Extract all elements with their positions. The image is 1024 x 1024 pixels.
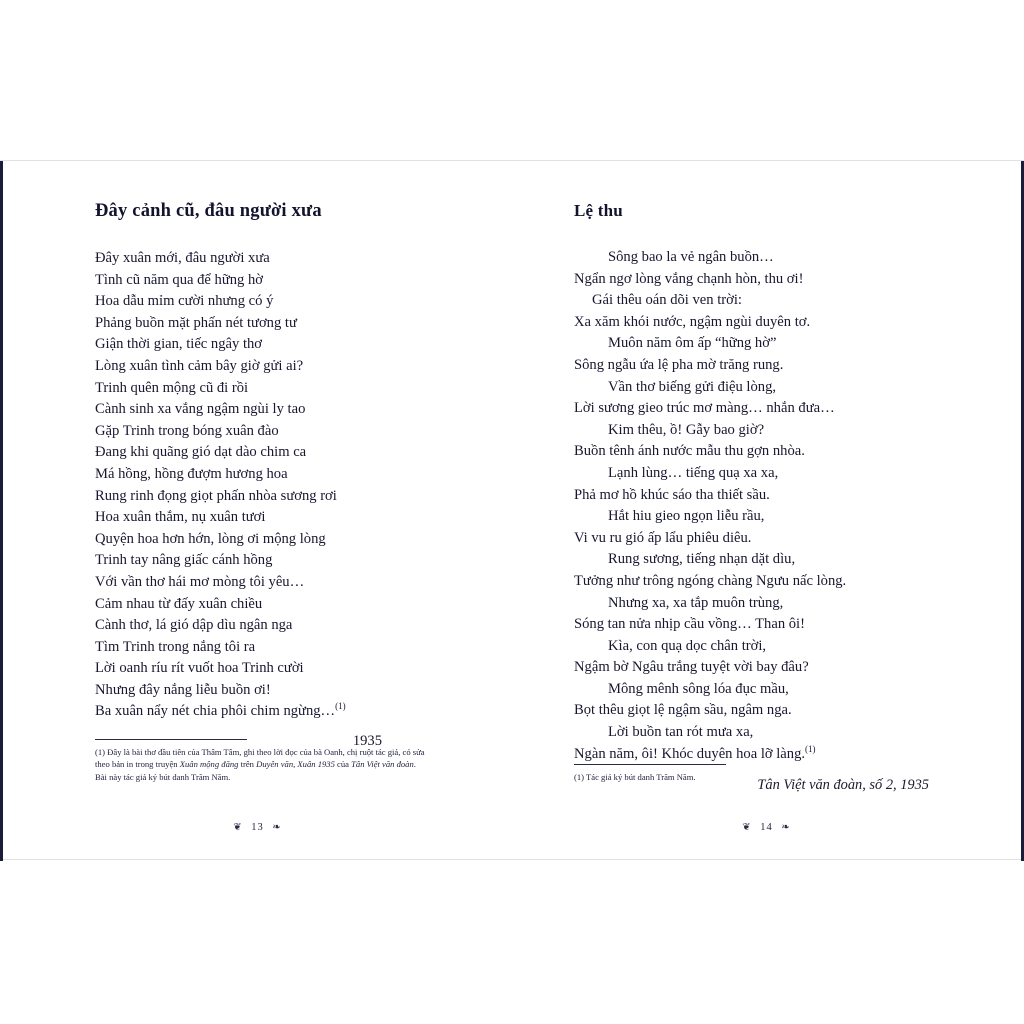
poem-line: Lời oanh ríu rít vuốt hoa Trinh cười [95,660,304,677]
ornament-left-icon: ❦ [233,822,243,833]
poem-line: Hắt hiu gieo ngọn liễu rầu, [608,508,765,525]
poem-line: Rung rinh đọng giọt phấn nhòa sương rơi [95,487,337,504]
poem-line: Tìm Trinh trong nắng tôi ra [95,638,256,655]
poem-line: Vi vu ru gió ấp lẩu phiêu diêu. [574,529,752,546]
poem-line: Trinh tay nâng giấc cánh hồng [95,552,273,569]
poem-line: Với vần thơ hái mơ mòng tôi yêu… [95,573,305,590]
poem-line: Gái thêu oán dõi ven trời: [592,292,742,309]
poem-line: Cành sinh xa vắng ngậm ngùi ly tao [95,401,306,418]
poem-line: Nhưng đây nắng liễu buồn ơi! [95,681,271,698]
footnote-marker: (1) [805,743,816,754]
ornament-right-icon: ❧ [272,822,282,833]
poem-body-left [95,248,460,723]
poem-line: Má hồng, hồng đượm hương hoa [95,465,288,482]
poem-line: Xa xăm khói nước, ngậm ngùi duyên tơ. [574,313,811,330]
poem-line: Muôn năm ôm ấp “hững hờ” [608,335,777,352]
footnote-fragment: trên [238,759,257,770]
poem-line: Sông bao la vẻ ngân buồn… [608,249,774,265]
footnote-right [574,764,904,783]
footnote-right-text [574,771,904,783]
page-title-left: Đây cảnh cũ, đâu người xưa [95,201,322,221]
book-spread [0,160,1024,860]
footnote-fragment: Duyên văn, Xuân 1935 [256,759,335,770]
poem-line: Mông mênh sông lóa đục mầu, [608,680,789,697]
folio-right [512,822,1021,833]
poem-line: Lời sương gieo trúc mơ màng… nhắn đưa… [574,400,835,417]
footnote-left-text [95,746,425,783]
poem-line: Phả mơ hồ khúc sáo tha thiết sầu. [574,486,770,503]
footnote-rule [574,764,726,765]
poem-line: Cảm nhau từ đấy xuân chiều [95,595,263,612]
poem-line: Lạnh lùng… tiếng quạ xa xa, [608,464,779,481]
poem-line: Đang khi quãng gió dạt dào chim ca [95,444,307,461]
poem-line: Tình cũ năm qua để hững hờ [95,271,264,288]
poem-line: Sóng tan nửa nhịp cầu vồng… Than ôi! [574,616,805,633]
page-left [0,161,512,861]
footnote-fragment: (1) Tác giả ký bút danh Trăm Năm. [574,771,696,782]
poem-line: Ba xuân nẩy nét chia phôi chim ngừng…$^{(1)}$ [95,701,346,720]
ornament-left-icon: ❦ [742,822,752,833]
page-number-left: 13 [251,822,264,833]
footnote-fragment: Xuân mộng đăng [179,759,239,770]
footnote-fragment: . Bài này tác giả ký bút danh Trăm Năm. [95,759,416,782]
poem-line: Sông ngẫu ứa lệ pha mờ trăng rung. [574,356,784,373]
poem-line: Vần thơ biếng gửi điệu lòng, [608,378,777,395]
poem-line: Giận thời gian, tiếc ngây thơ [95,336,263,353]
poem-line: Cành thơ, lá gió dập dìu ngân nga [95,617,293,634]
poem-line: Rung sương, tiếng nhạn dặt dìu, [608,551,796,568]
poem-line: Buồn tênh ánh nước mẫu thu gợn nhòa. [574,443,805,460]
footnote-marker: (1) [335,701,346,712]
page-number-right: 14 [760,822,773,833]
poem-year-left: 1935 [352,733,382,750]
footnote-fragment: của [334,759,352,770]
poem-line: Đây xuân mới, đâu người xưa [95,250,270,266]
footnote-fragment: (1) Đây là bài thơ đầu tiên của Thâm Tâm, ghi theo lời đọc của bà Oanh, chị ruột tác giả, có sửa theo bản in trong truyện [95,746,425,770]
poem-line: Lời buồn tan rót mưa xa, [608,724,754,741]
page-right [512,161,1024,861]
poem-line: Hoa dẫu mỉm cười nhưng có ý [95,293,274,310]
poem-line: Nhưng xa, xa tắp muôn trùng, [608,594,784,611]
poem-line: Kim thêu, ồ! Gẫy bao giờ? [608,421,765,438]
poem-body-right [574,247,929,765]
poem-source-right: Tân Việt văn đoàn, số 2, 1935 [757,777,929,794]
poem-line: Bọt thêu giọt lệ ngậm sầu, ngâm nga. [574,702,792,719]
poem-line: Ngàn năm, ôi! Khóc duyên hoa lỡ làng.$^{(1)}$ [574,743,816,762]
page-title-right: Lệ thu [574,201,623,220]
poem-line: Ngẩn ngơ lòng vắng chạnh hòn, thu ơi! [574,270,804,287]
poem-line: Gặp Trinh trong bóng xuân đào [95,422,279,439]
folio-left [3,822,512,833]
poem-line: Phảng buồn mặt phấn nét tương tư [95,314,297,331]
footnote-left [95,739,425,783]
footnote-fragment: Tân Việt văn đoàn [351,759,414,770]
spread-container [0,161,1024,861]
poem-line: Tưởng như trông ngóng chàng Ngưu nấc lòng. [574,572,847,589]
poem-line: Trinh quên mộng cũ đi rồi [95,379,249,396]
poem-line: Hoa xuân thắm, nụ xuân tươi [95,509,266,526]
poem-line: Quyện hoa hơn hớn, lòng ơi mộng lòng [95,530,326,547]
ornament-right-icon: ❧ [781,822,791,833]
footnote-rule [95,739,247,740]
poem-line: Kìa, con quạ dọc chân trời, [608,637,767,654]
poem-line: Lòng xuân tình cảm bây giờ gửi ai? [95,357,304,374]
poem-line: Ngậm bờ Ngâu trắng tuyệt vời bay đâu? [574,659,809,676]
